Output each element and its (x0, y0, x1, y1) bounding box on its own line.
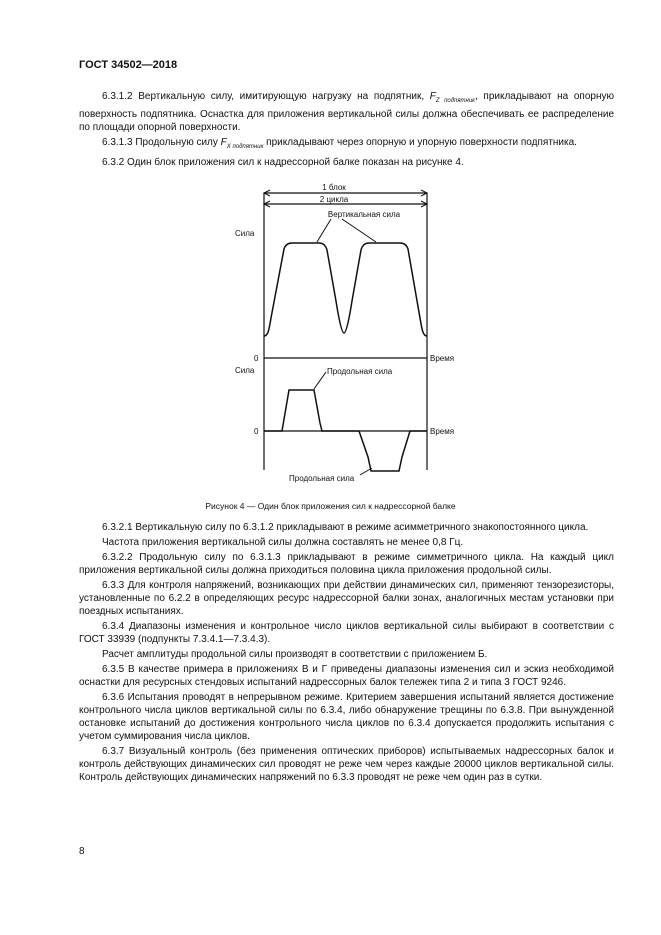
paragraph-text: 6.3.1.3 Продольную силу (102, 137, 221, 148)
formula-subscript: Z подпятник (435, 98, 476, 104)
label-force-bottom: Сила (235, 366, 255, 375)
body-paragraph: 6.3.7 Визуальный контроль (без применения оптических приборов) испытываемых надрессорных балок и контроль действующих динамических сил проводят не реже чем через каждые 20000 циклов вертикальной силы. Контроль действующих динамических напряжений по 6.3.3 проводят не реже чем один раз в сутки. (79, 746, 614, 783)
vertical-force-leader-left (317, 219, 331, 242)
vertical-force-curve (264, 243, 427, 336)
body-text-block (79, 521, 614, 786)
body-paragraph: Частота приложения вертикальной силы должна составлять не менее 0,8 Гц. (102, 537, 464, 548)
label-force-top: Сила (235, 229, 255, 238)
label-longitudinal-bottom: Продольная сила (289, 474, 355, 483)
longitudinal-force-curve (264, 390, 427, 471)
paragraph-6-3-1-2 (79, 90, 614, 134)
body-paragraph: 6.3.2.2 Продольную силу по 6.3.1.3 прикладывают в режиме симметричного цикла. На каждый цикл приложения вертикальной силы должна приходиться половина цикла приложения продольной силы. (79, 552, 614, 576)
label-zero-top: 0 (254, 354, 259, 363)
label-zero-bottom: 0 (254, 427, 259, 436)
label-time-bottom: Время (430, 427, 455, 436)
paragraph-text: , прикладывают на опорную поверхность подпятника. Оснастка для приложения вертикальной силы должна обеспечивать ее распределение по площади опорной поверхности. (79, 91, 614, 133)
formula-subscript: X подпятник (226, 144, 264, 150)
formula-variable: F (220, 137, 227, 148)
longitudinal-force-leader-bottom (360, 468, 372, 475)
label-vertical-force: Вертикальная сила (327, 210, 401, 219)
body-paragraph: Расчет амплитуды продольной силы производят в соответствии с приложением Б. (102, 649, 488, 660)
longitudinal-force-leader-top (314, 372, 326, 389)
vertical-force-leader-right (342, 219, 376, 242)
paragraph-6-3-2: 6.3.2 Один блок приложения сил к надрессорной балке показан на рисунке 4. (102, 157, 464, 168)
body-paragraph: 6.3.3 Для контроля напряжений, возникающих при действии динамических сил, применяют тензорезисторы, установленные по 6.2.2 в определяющих ресурс надрессорной балки зонах, аналогичных местам установки при поездных испытаниях. (79, 580, 614, 617)
body-paragraph: 6.3.6 Испытания проводят в непрерывном режиме. Критерием завершения испытаний является достижение контрольного числа циклов вертикальной силы по 6.3.4, либо обнаружение трещины по 6.3.8. При вынужденной остановке испытаний до достижения контрольного числа циклов по 6.3.4 допускается продолжить испытания с учетом суммирования числа циклов. (79, 692, 614, 742)
formula-variable: F (429, 91, 436, 102)
label-one-block: 1 блок (322, 183, 346, 192)
page-number: 8 (79, 846, 85, 857)
label-time-top: Время (430, 354, 455, 363)
paragraph-text: прикладывают через опорную и упорную поверхности подпятника. (263, 137, 577, 148)
body-paragraph: 6.3.5 В качестве примера в приложениях В и Г приведены диапазоны изменения сил и эскиз необходимой оснастки для ресурсных стендовых испытаний надрессорных балок тележек типа 2 и типа 3 ГОСТ 9246. (79, 664, 614, 688)
label-two-cycles: 2 цикла (319, 195, 349, 204)
document-standard-header: ГОСТ 34502—2018 (79, 59, 178, 71)
label-longitudinal-top: Продольная сила (327, 367, 393, 376)
top-text-block (79, 90, 614, 171)
body-paragraph: 6.3.2.1 Вертикальную силу по 6.3.1.2 прикладывают в режиме асимметричного знакопостоянного цикла. (102, 522, 589, 533)
figure-caption: Рисунок 4 — Один блок приложения сил к надрессорной балке (205, 501, 456, 511)
body-paragraph: 6.3.4 Диапазоны изменения и контрольное число циклов вертикальной силы выбирают в соответствии с ГОСТ 33939 (подпункты 7.3.4.1—7.3.4.3). (79, 621, 614, 645)
paragraph-text: 6.3.1.2 Вертикальную силу, имитирующую нагрузку на подпятник, (102, 91, 430, 102)
paragraph-6-3-1-3 (79, 136, 614, 154)
